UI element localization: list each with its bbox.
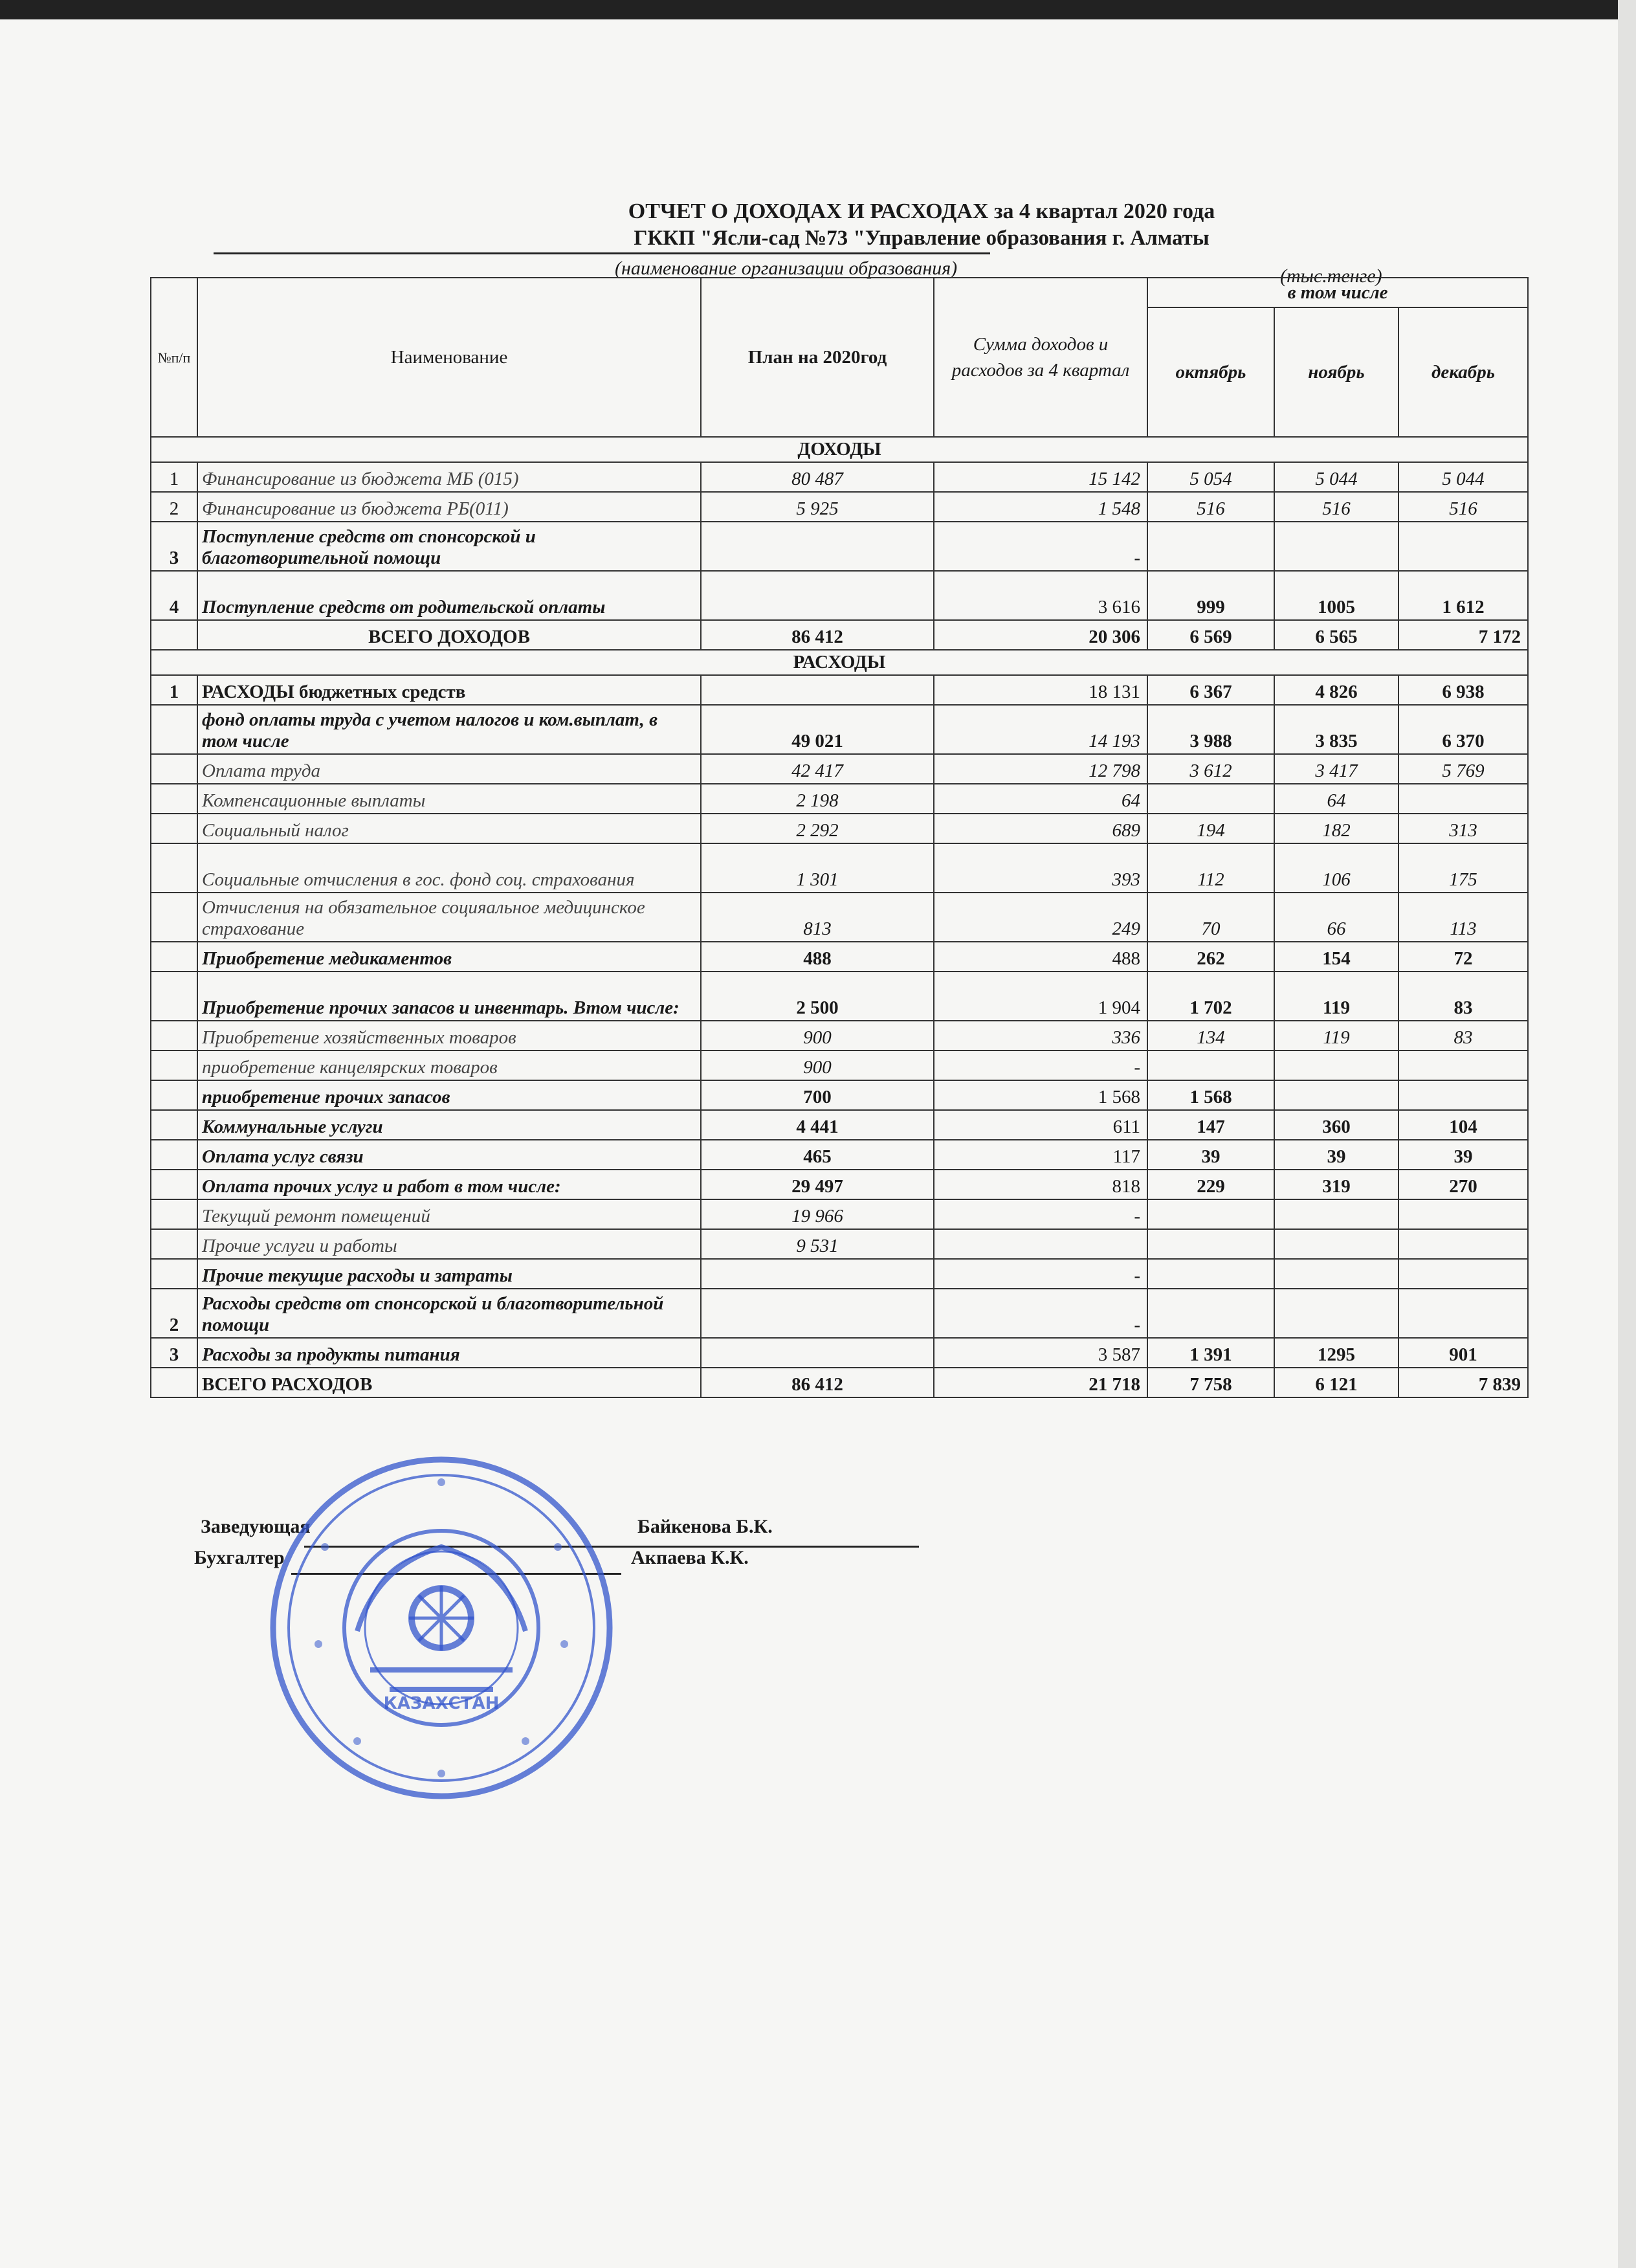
december-value: 72 [1398,942,1528,972]
header-plan: План на 2020год [701,278,934,437]
november-value: 182 [1274,814,1398,843]
row-name: Коммунальные услуги [197,1110,701,1140]
row-name: Прочие текущие расходы и затраты [197,1259,701,1289]
december-value [1398,1259,1528,1289]
expense-row [151,1229,1528,1259]
quarter-sum-value: 1 548 [934,492,1147,522]
october-value: 147 [1147,1110,1274,1140]
income-row [151,571,1528,620]
row-number: 2 [151,492,197,522]
expense-row [151,1170,1528,1199]
row-number [151,1199,197,1229]
november-value: 106 [1274,843,1398,893]
income-expense-table [150,277,1529,1398]
quarter-sum-value: 689 [934,814,1147,843]
october-value: 194 [1147,814,1274,843]
plan-value [701,1289,934,1338]
expense-row [151,843,1528,893]
row-number [151,1021,197,1051]
row-name: Оплата прочих услуг и работ в том числе: [197,1170,701,1199]
quarter-sum-value: - [934,1259,1147,1289]
row-name: Финансирование из бюджета РБ(011) [197,492,701,522]
row-name: Оплата услуг связи [197,1140,701,1170]
november-value [1274,1080,1398,1110]
row-name: Расходы за продукты питания [197,1338,701,1368]
row-name: Приобретение прочих запасов и инвентарь. Втом числе: [197,972,701,1021]
quarter-sum-value: 21 718 [934,1368,1147,1397]
header-name: Наименование [197,278,701,437]
row-name: Поступление средств от родительской оплаты [197,571,701,620]
row-name: Текущий ремонт помещений [197,1199,701,1229]
december-value: 175 [1398,843,1528,893]
quarter-sum-value: 818 [934,1170,1147,1199]
october-value: 1 391 [1147,1338,1274,1368]
november-value: 119 [1274,972,1398,1021]
row-number [151,843,197,893]
plan-value: 49 021 [701,705,934,754]
income-row [151,522,1528,571]
november-value: 6 121 [1274,1368,1398,1397]
plan-value: 813 [701,893,934,942]
header-num: №п/п [151,278,197,437]
november-value: 5 044 [1274,462,1398,492]
seal-text: КАЗАХСТАН [383,1694,500,1713]
row-name: Поступление средств от спонсорской и благотворительной помощи [197,522,701,571]
units-label: (тыс.тенге) [1280,265,1382,287]
row-number: 4 [151,571,197,620]
income-section-title: ДОХОДЫ [151,437,1528,462]
november-value [1274,1199,1398,1229]
row-number [151,705,197,754]
october-value [1147,1229,1274,1259]
row-name: приобретение прочих запасов [197,1080,701,1110]
november-value: 119 [1274,1021,1398,1051]
header-sum: Сумма доходов и расходов за 4 квартал [934,278,1147,437]
november-value: 319 [1274,1170,1398,1199]
december-value: 7 172 [1398,620,1528,650]
october-value [1147,1199,1274,1229]
expense-row [151,972,1528,1021]
row-number: 1 [151,462,197,492]
expense-row [151,1021,1528,1051]
december-value [1398,1051,1528,1080]
november-value: 516 [1274,492,1398,522]
quarter-sum-value: 336 [934,1021,1147,1051]
quarter-sum-value: 611 [934,1110,1147,1140]
expense-row [151,1199,1528,1229]
december-value [1398,1229,1528,1259]
row-number [151,1080,197,1110]
plan-value: 9 531 [701,1229,934,1259]
expense-row [151,1051,1528,1080]
october-value: 3 612 [1147,754,1274,784]
row-number [151,1051,197,1080]
expense-row [151,893,1528,942]
expense-row [151,1080,1528,1110]
header-october: октябрь [1147,307,1274,437]
row-number [151,1170,197,1199]
row-number: 3 [151,522,197,571]
plan-value: 488 [701,942,934,972]
quarter-sum-value: 15 142 [934,462,1147,492]
plan-value: 2 292 [701,814,934,843]
quarter-sum-value: 3 616 [934,571,1147,620]
total-label: ВСЕГО ДОХОДОВ [197,620,701,650]
official-seal-stamp [260,1450,623,1806]
december-value: 83 [1398,1021,1528,1051]
expense-row [151,754,1528,784]
expense-section-title: РАСХОДЫ [151,650,1528,675]
quarter-sum-value: 488 [934,942,1147,972]
december-value: 113 [1398,893,1528,942]
head-name: Байкенова Б.К. [637,1516,773,1537]
expense-row [151,1289,1528,1338]
november-value: 6 565 [1274,620,1398,650]
october-value [1147,522,1274,571]
head-role: Заведующая [201,1516,311,1537]
row-number [151,942,197,972]
plan-value: 80 487 [701,462,934,492]
organization-name: ГККП "Ясли-сад №73 "Управление образования г. Алматы [634,227,1210,250]
row-number [151,620,197,650]
quarter-sum-value: 393 [934,843,1147,893]
november-value: 3 417 [1274,754,1398,784]
row-name: приобретение канцелярских товаров [197,1051,701,1080]
expense-section-row [151,650,1528,675]
october-value: 6 569 [1147,620,1274,650]
december-value: 7 839 [1398,1368,1528,1397]
accountant-name: Акпаева К.К. [631,1547,749,1568]
row-name: фонд оплаты труда с учетом налогов и ком.выплат, в том числе [197,705,701,754]
income-section-row [151,437,1528,462]
quarter-sum-value: - [934,1051,1147,1080]
november-value: 39 [1274,1140,1398,1170]
december-value: 270 [1398,1170,1528,1199]
row-name: Оплата труда [197,754,701,784]
december-value [1398,1289,1528,1338]
october-value: 1 702 [1147,972,1274,1021]
row-number [151,893,197,942]
row-name: Компенсационные выплаты [197,784,701,814]
plan-value: 42 417 [701,754,934,784]
december-value: 516 [1398,492,1528,522]
plan-value: 2 198 [701,784,934,814]
row-name: Финансирование из бюджета МБ (015) [197,462,701,492]
quarter-sum-value: - [934,1199,1147,1229]
november-value: 1005 [1274,571,1398,620]
row-name: Отчисления на обязательное социяальное медицинское страхование [197,893,701,942]
october-value: 229 [1147,1170,1274,1199]
quarter-sum-value: 64 [934,784,1147,814]
december-value [1398,1199,1528,1229]
income-row [151,492,1528,522]
plan-value [701,1338,934,1368]
row-number: 3 [151,1338,197,1368]
total-label: ВСЕГО РАСХОДОВ [197,1368,701,1397]
quarter-sum-value [934,1229,1147,1259]
plan-value: 86 412 [701,1368,934,1397]
november-value: 1295 [1274,1338,1398,1368]
quarter-sum-value: 20 306 [934,620,1147,650]
october-value [1147,1051,1274,1080]
row-number [151,972,197,1021]
row-number [151,1259,197,1289]
header-row [151,278,1528,307]
november-value [1274,522,1398,571]
row-name: Прочие услуги и работы [197,1229,701,1259]
october-value: 7 758 [1147,1368,1274,1397]
quarter-sum-value: 249 [934,893,1147,942]
october-value: 1 568 [1147,1080,1274,1110]
plan-value: 465 [701,1140,934,1170]
row-number [151,784,197,814]
october-value [1147,784,1274,814]
row-name: Приобретение хозяйственных товаров [197,1021,701,1051]
quarter-sum-value: 12 798 [934,754,1147,784]
october-value: 70 [1147,893,1274,942]
plan-value: 29 497 [701,1170,934,1199]
october-value: 134 [1147,1021,1274,1051]
november-value: 64 [1274,784,1398,814]
december-value: 6 370 [1398,705,1528,754]
december-value: 104 [1398,1110,1528,1140]
november-value [1274,1259,1398,1289]
expense-row [151,1259,1528,1289]
expense-row [151,784,1528,814]
november-value: 154 [1274,942,1398,972]
plan-value: 900 [701,1051,934,1080]
october-value: 112 [1147,843,1274,893]
expense-row [151,942,1528,972]
row-number [151,1110,197,1140]
december-value: 5 044 [1398,462,1528,492]
december-value: 901 [1398,1338,1528,1368]
november-value [1274,1051,1398,1080]
december-value: 6 938 [1398,675,1528,705]
row-number [151,1368,197,1397]
quarter-sum-value: 18 131 [934,675,1147,705]
row-number [151,1229,197,1259]
income-row [151,462,1528,492]
october-value: 6 367 [1147,675,1274,705]
row-number: 1 [151,675,197,705]
row-name: Приобретение медикаментов [197,942,701,972]
october-value [1147,1259,1274,1289]
october-value: 3 988 [1147,705,1274,754]
row-name: РАСХОДЫ бюджетных средств [197,675,701,705]
plan-value: 900 [701,1021,934,1051]
scan-top-edge [0,0,1636,19]
plan-value [701,1259,934,1289]
october-value: 999 [1147,571,1274,620]
expense-row [151,1140,1528,1170]
plan-value: 4 441 [701,1110,934,1140]
november-value: 3 835 [1274,705,1398,754]
november-value [1274,1289,1398,1338]
expense-row [151,1110,1528,1140]
november-value [1274,1229,1398,1259]
december-value [1398,784,1528,814]
accountant-role: Бухгалтер [194,1547,285,1568]
quarter-sum-value: 1 904 [934,972,1147,1021]
plan-value: 2 500 [701,972,934,1021]
header-november: ноябрь [1274,307,1398,437]
header-including: в том числе [1147,278,1528,307]
november-value: 66 [1274,893,1398,942]
quarter-sum-value: - [934,1289,1147,1338]
expense-row [151,705,1528,754]
december-value [1398,1080,1528,1110]
plan-value: 86 412 [701,620,934,650]
row-name: Социальные отчисления в гос. фонд соц. страхования [197,843,701,893]
expense-row [151,814,1528,843]
december-value [1398,522,1528,571]
quarter-sum-value: 117 [934,1140,1147,1170]
october-value: 39 [1147,1140,1274,1170]
plan-value: 700 [701,1080,934,1110]
scan-right-edge [1618,0,1636,2268]
row-number [151,754,197,784]
row-name: Социальный налог [197,814,701,843]
quarter-sum-value: 14 193 [934,705,1147,754]
expense-row [151,675,1528,705]
quarter-sum-value: 3 587 [934,1338,1147,1368]
november-value: 4 826 [1274,675,1398,705]
quarter-sum-value: - [934,522,1147,571]
plan-value: 5 925 [701,492,934,522]
plan-value [701,571,934,620]
organization-underline [214,252,990,254]
plan-value: 1 301 [701,843,934,893]
october-value: 516 [1147,492,1274,522]
organization-caption: (наименование организации образования) [615,258,958,279]
december-value: 1 612 [1398,571,1528,620]
expense-row [151,1338,1528,1368]
plan-value [701,675,934,705]
october-value: 5 054 [1147,462,1274,492]
december-value: 313 [1398,814,1528,843]
quarter-sum-value: 1 568 [934,1080,1147,1110]
december-value: 5 769 [1398,754,1528,784]
header-december: декабрь [1398,307,1528,437]
plan-value [701,522,934,571]
income-total-row [151,620,1528,650]
november-value: 360 [1274,1110,1398,1140]
plan-value: 19 966 [701,1199,934,1229]
october-value: 262 [1147,942,1274,972]
october-value [1147,1289,1274,1338]
report-title: ОТЧЕТ О ДОХОДАХ И РАСХОДАХ за 4 квартал 2020 года [628,199,1215,223]
expense-total-row [151,1368,1528,1397]
row-name: Расходы средств от спонсорской и благотворительной помощи [197,1289,701,1338]
december-value: 39 [1398,1140,1528,1170]
row-number [151,1140,197,1170]
december-value: 83 [1398,972,1528,1021]
row-number [151,814,197,843]
row-number: 2 [151,1289,197,1338]
